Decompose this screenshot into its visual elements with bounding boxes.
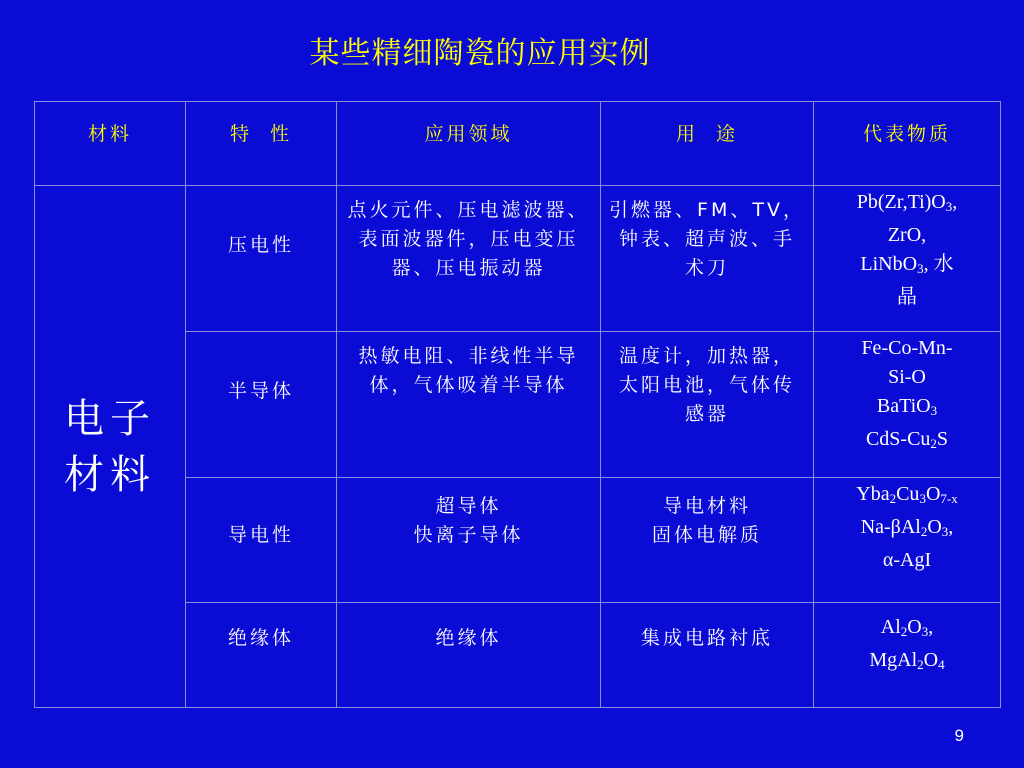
- table-cell: [814, 603, 1001, 708]
- table-cell: [186, 186, 337, 332]
- field-text: 点火元件、压电滤波器、表面波器件，压电变压器、压电振动器: [347, 199, 590, 279]
- header-cell: [814, 102, 1001, 186]
- header-field: 应用领域: [424, 123, 513, 145]
- table-cell: [601, 186, 814, 332]
- table-cell: [186, 332, 337, 478]
- material-label: 电子 材料: [64, 395, 156, 498]
- substance-text: $Al_2O_3$, $MgAl_2O_4$: [869, 616, 945, 672]
- field-text: 热敏电阻、非线性半导体，气体吸着半导体: [358, 345, 579, 396]
- table-cell: [337, 332, 601, 478]
- table-cell: [814, 478, 1001, 603]
- header-substance: 代表物质: [862, 123, 951, 145]
- table-cell: [186, 603, 337, 708]
- table-cell: [337, 603, 601, 708]
- use-text: 引燃器、FM、TV，钟表、超声波、手术刀: [609, 199, 805, 279]
- applications-table: [34, 101, 1001, 708]
- substance-text: Fe-Co-Mn- Si-O BaTiO$_3$ CdS-$Cu_2S$: [861, 337, 953, 451]
- header-property: 特 性: [229, 123, 293, 145]
- table-row: [35, 186, 1001, 332]
- property-label: 导电性: [227, 524, 294, 546]
- property-label: 绝缘体: [227, 627, 294, 649]
- field-text: 绝缘体: [435, 627, 502, 649]
- table-cell: [814, 332, 1001, 478]
- table-cell: [337, 186, 601, 332]
- table-cell: [601, 478, 814, 603]
- table-cell: [337, 478, 601, 603]
- table-cell: [186, 478, 337, 603]
- header-cell: [35, 102, 186, 186]
- slide-title: 某些精细陶瓷的应用实例: [309, 36, 651, 71]
- table-header-row: [35, 102, 1001, 186]
- substance-text: $Yba_2Cu_3O_{7-x}$ $Na-\beta Al_2O_3$, α-AgI: [856, 483, 958, 571]
- property-label: 压电性: [227, 234, 294, 256]
- table-cell: [814, 186, 1001, 332]
- property-label: 半导体: [227, 380, 294, 402]
- header-cell: [186, 102, 337, 186]
- use-text: 温度计，加热器，太阳电池，气体传感器: [618, 345, 795, 425]
- header-cell: [337, 102, 601, 186]
- table-cell: [601, 603, 814, 708]
- header-use: 用 途: [675, 123, 739, 145]
- use-text: 集成电路衬底: [640, 627, 773, 649]
- material-cell: [35, 186, 186, 708]
- substance-text: $Pb(Zr,Ti)O_3$, ZrO, LiNbO$_3$, 水 晶: [856, 191, 958, 308]
- header-material: 材料: [87, 123, 132, 145]
- table-cell: [601, 332, 814, 478]
- page-number: 9: [954, 726, 964, 745]
- header-cell: [601, 102, 814, 186]
- use-text: 导电材料 固体电解质: [651, 495, 762, 546]
- field-text: 超导体 快离子导体: [413, 495, 524, 546]
